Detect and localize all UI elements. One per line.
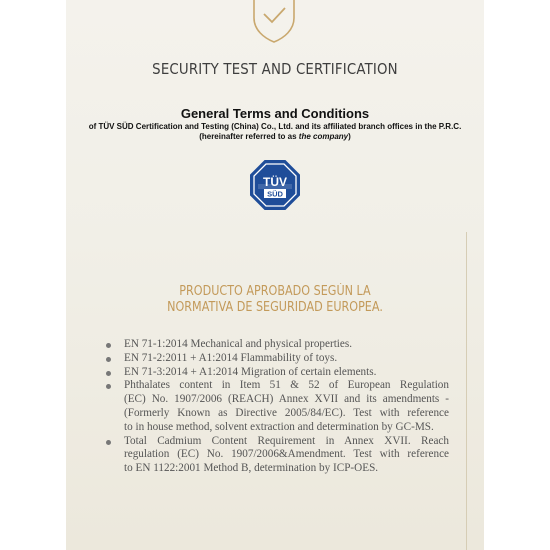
logo-text-top: TÜV — [263, 175, 287, 189]
list-item — [104, 352, 449, 366]
vertical-divider — [466, 232, 467, 550]
list-item — [104, 379, 449, 434]
approval-headline — [66, 284, 484, 316]
logo-text-bottom: SÜD — [267, 189, 283, 199]
list-item — [104, 366, 449, 380]
terms-subtitle-line1: of TÜV SÜD Certification and Testing (China) Co., Ltd. and its affiliated branch offices in the P.R.C. — [88, 122, 462, 131]
list-item-line: Total Cadmium Content Requirement in Annex XVII. Reach — [124, 434, 449, 447]
shield-check-icon — [248, 0, 300, 44]
tuv-sud-logo — [250, 160, 300, 210]
list-item — [104, 338, 449, 352]
list-item-line: to EN 1122:2001 Method B, determination by ICP-OES. — [124, 462, 379, 475]
list-item-line: (Formerly Known as Directive 2005/84/EC). Test with reference — [124, 406, 449, 419]
terms-subtitle — [66, 122, 484, 142]
list-item-line: EN 71-1:2014 Mechanical and physical properties. — [124, 338, 353, 350]
list-item-line: regulation (EC) No. 1907/2006&Amendment. Test with reference — [124, 448, 449, 461]
page-title: SECURITY TEST AND CERTIFICATION — [152, 60, 398, 78]
terms-title: General Terms and Conditions — [180, 106, 370, 121]
headline-line2: NORMATIVA DE SEGURIDAD EUROPEA. — [167, 300, 383, 315]
list-item — [104, 435, 449, 476]
list-item-line: (EC) No. 1907/2006 (REACH) Annex XVII and its amendments - — [124, 393, 449, 406]
list-item-line: Phthalates content in Item 51 & 52 of European Regulation — [124, 379, 449, 392]
test-standards-list — [104, 338, 449, 476]
terms-subtitle-line2: (hereinafter referred to as the company) — [199, 132, 351, 141]
certificate-page — [66, 0, 484, 550]
list-item-line: EN 71-2:2011 + A1:2014 Flammability of toys. — [124, 351, 338, 364]
headline-line1: PRODUCTO APROBADO SEGÚN LA — [179, 284, 371, 299]
list-item-line: EN 71-3:2014 + A1:2014 Migration of certain elements. — [124, 365, 377, 378]
list-item-line: to in house method, solvent extraction and determination by GC-MS. — [124, 420, 434, 433]
